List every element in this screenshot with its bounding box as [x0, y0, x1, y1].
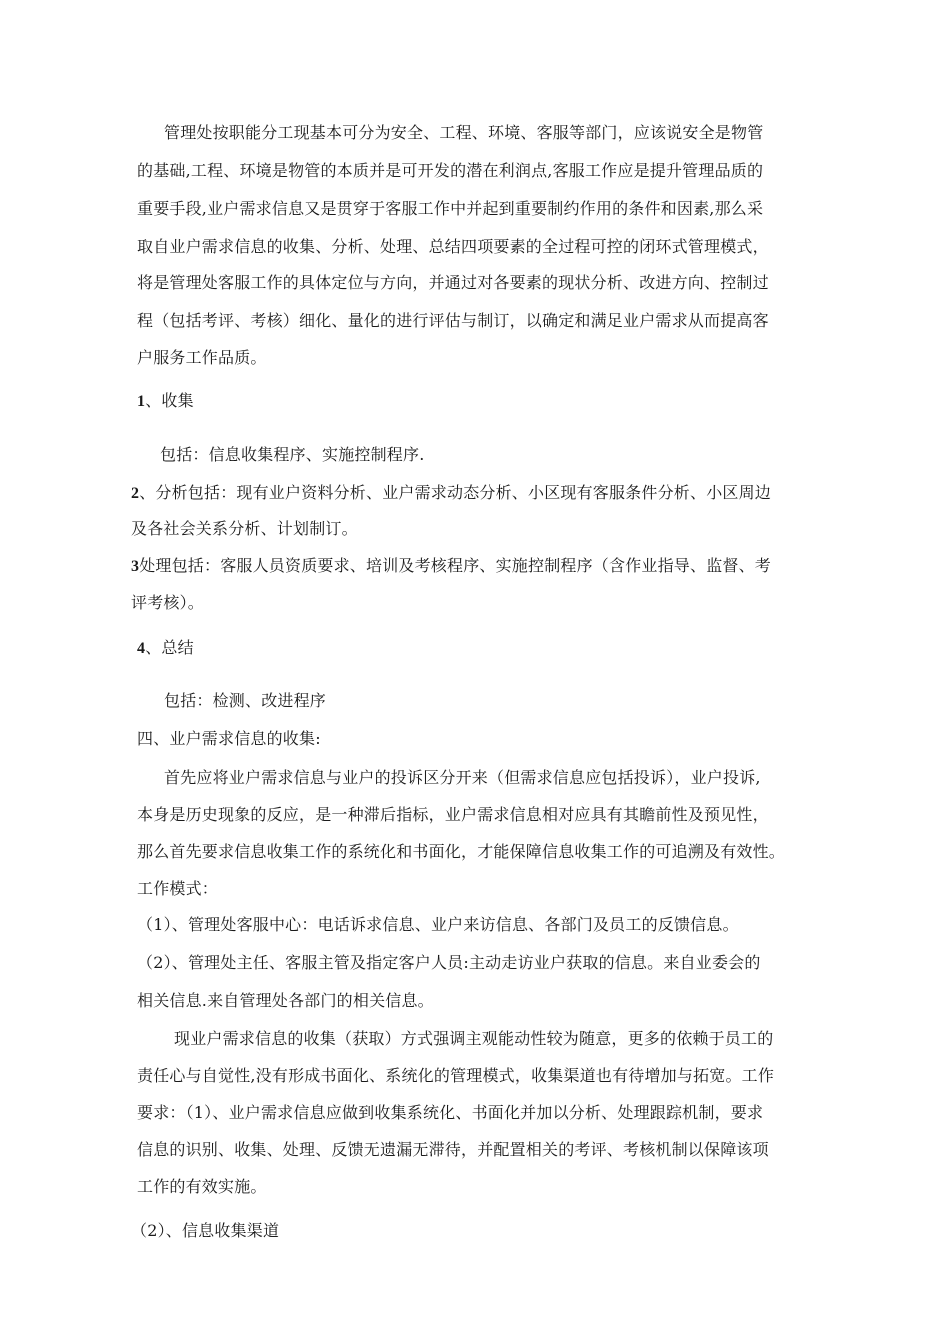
paragraph-line: 户服务工作品质。 [137, 348, 267, 367]
list-item: （1）、管理处客服中心：电话诉求信息、业户来访信息、各部门及员工的反馈信息。 [137, 915, 739, 934]
list-item: （2）、信息收集渠道 [131, 1221, 280, 1240]
paragraph-line: 相关信息.来自管理处各部门的相关信息。 [137, 991, 434, 1010]
section-number: 4 [137, 640, 146, 657]
list-item: （2）、管理处主任、客服主管及指定客户人员:主动走访业户获取的信息。来自业委会的 [137, 953, 761, 972]
paragraph-line: 的基础,工程、环境是物管的本质并是可开发的潜在利润点,客服工作应是提升管理品质的 [137, 161, 764, 180]
paragraph-line: 评考核）。 [131, 593, 205, 612]
section-heading-collect [137, 390, 194, 413]
section-text: 、分析包括：现有业户资料分析、业户需求动态分析、小区现有客服条件分析、小区周边 [139, 483, 772, 502]
paragraph-line: 将是管理处客服工作的具体定位与方向，并通过对各要素的现状分析、改进方向、控制过 [137, 273, 769, 292]
paragraph-line: 首先应将业户需求信息与业户的投诉区分开来（但需求信息应包括投诉），业户投诉, [164, 768, 761, 787]
section-number: 3 [131, 558, 140, 575]
paragraph-line: 现业户需求信息的收集（获取）方式强调主观能动性较为随意，更多的依赖于员工的 [174, 1029, 774, 1048]
section-number: 2 [131, 485, 140, 502]
section-body: 包括：检测、改进程序 [164, 691, 327, 710]
section-heading-analyze [131, 482, 771, 505]
paragraph-line: 责任心与自觉性,没有形成书面化、系统化的管理模式，收集渠道也有待增加与拓宽。工作 [137, 1066, 775, 1085]
paragraph-line: 取自业户需求信息的收集、分析、处理、总结四项要素的全过程可控的闭环式管理模式， [137, 237, 769, 256]
section-heading-collection: 四、业户需求信息的收集: [137, 729, 321, 748]
section-number: 1 [137, 393, 146, 410]
section-body: 包括：信息收集程序、实施控制程序. [160, 445, 425, 464]
paragraph-line: 程（包括考评、考核）细化、量化的进行评估与制订，以确定和满足业户需求从而提高客 [137, 311, 769, 330]
section-title: 、总结 [145, 638, 194, 657]
paragraph-line: 重要手段,业户需求信息又是贯穿于客服工作中并起到重要制约作用的条件和因素,那么采 [137, 199, 764, 218]
paragraph-line: 信息的识别、收集、处理、反馈无遗漏无滞待，并配置相关的考评、考核机制以保障该项 [137, 1140, 769, 1159]
paragraph-line: 及各社会关系分析、计划制订。 [131, 519, 358, 538]
paragraph-line: 工作模式： [137, 879, 219, 898]
section-title: 、收集 [145, 391, 194, 410]
paragraph-line: 本身是历史现象的反应，是一种滞后指标，业户需求信息相对应具有其瞻前性及预见性， [137, 805, 769, 824]
paragraph-line: 管理处按职能分工现基本可分为安全、工程、环境、客服等部门，应该说安全是物管 [164, 123, 764, 142]
paragraph-line: 要求：（1）、业户需求信息应做到收集系统化、书面化并加以分析、处理跟踪机制，要求 [137, 1103, 764, 1122]
paragraph-line: 那么首先要求信息收集工作的系统化和书面化，才能保障信息收集工作的可追溯及有效性。 [137, 842, 786, 861]
section-heading-process [131, 555, 771, 578]
paragraph-line: 工作的有效实施。 [137, 1177, 267, 1196]
section-text: 处理包括：客服人员资质要求、培训及考核程序、实施控制程序（含作业指导、监督、考 [139, 556, 772, 575]
section-heading-summary [137, 637, 194, 660]
